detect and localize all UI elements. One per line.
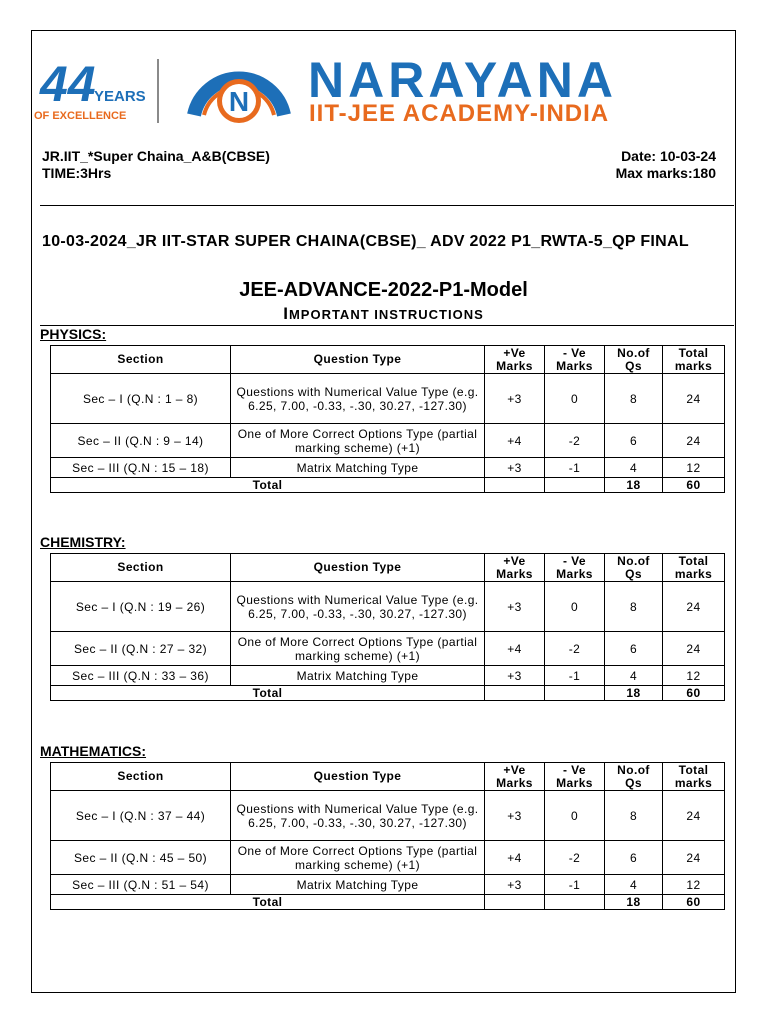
- brand-subtitle: IIT-JEE ACADEMY-INDIA: [309, 100, 610, 127]
- table-row: [51, 666, 725, 686]
- table-row: [51, 791, 725, 841]
- total-label: Total: [51, 895, 485, 910]
- paper-title: 10-03-2024_JR IIT-STAR SUPER CHAINA(CBSE)_ ADV 2022 P1_RWTA-5_QP FINAL: [42, 233, 689, 250]
- total-marks-cell: 24: [663, 374, 725, 424]
- model-title: JEE-ADVANCE-2022-P1-Model: [239, 279, 528, 301]
- negative-marks-cell: -2: [545, 424, 605, 458]
- num-questions-cell: 4: [605, 458, 663, 478]
- positive-marks-cell: +3: [485, 666, 545, 686]
- question-type-cell: One of More Correct Options Type (partial marking scheme) (+1): [231, 632, 485, 666]
- emblem-letter: N: [228, 86, 250, 117]
- badge-excellence: OF EXCELLENCE: [34, 110, 127, 122]
- negative-marks-cell: -2: [545, 841, 605, 875]
- 44-years-badge-logo: [32, 55, 150, 125]
- total-row: [51, 895, 725, 910]
- question-type-cell: Matrix Matching Type: [231, 458, 485, 478]
- negative-marks-cell: -1: [545, 875, 605, 895]
- total-marks-cell: 24: [663, 791, 725, 841]
- positive-marks-cell: +4: [485, 841, 545, 875]
- table-row: [51, 841, 725, 875]
- section-cell: Sec – I (Q.N : 19 – 26): [51, 582, 231, 632]
- empty-cell: [485, 686, 545, 701]
- negative-marks-cell: 0: [545, 791, 605, 841]
- section-cell: Sec – I (Q.N : 1 – 8): [51, 374, 231, 424]
- batch-name: JR.IIT_*Super Chaina_A&B(CBSE): [42, 148, 270, 164]
- question-type-cell: Questions with Numerical Value Type (e.g. 6.25, 7.00, -0.33, -.30, 30.27, -127.30): [231, 582, 485, 632]
- section-cell: Sec – III (Q.N : 51 – 54): [51, 875, 231, 895]
- total-marks-cell: 24: [663, 632, 725, 666]
- table-row: [51, 582, 725, 632]
- subject-heading: CHEMISTRY:: [40, 534, 126, 550]
- header-divider: [157, 59, 159, 123]
- total-marks-cell: 12: [663, 458, 725, 478]
- negative-marks-cell: 0: [545, 374, 605, 424]
- col-positive-marks: +Ve Marks: [485, 554, 545, 582]
- num-questions-cell: 8: [605, 374, 663, 424]
- col-negative-marks: - Ve Marks: [545, 346, 605, 374]
- col-question-type: Question Type: [231, 763, 485, 791]
- exam-duration: TIME:3Hrs: [42, 165, 112, 181]
- total-marks-cell: 12: [663, 666, 725, 686]
- num-questions-cell: 4: [605, 875, 663, 895]
- total-marks-cell: 12: [663, 875, 725, 895]
- col-num-questions: No.of Qs: [605, 346, 663, 374]
- col-positive-marks: +Ve Marks: [485, 346, 545, 374]
- col-section: Section: [51, 554, 231, 582]
- table-row: [51, 875, 725, 895]
- subject-heading: PHYSICS:: [40, 326, 107, 342]
- num-questions-cell: 6: [605, 632, 663, 666]
- question-type-cell: Questions with Numerical Value Type (e.g. 6.25, 7.00, -0.33, -.30, 30.27, -127.30): [231, 374, 485, 424]
- empty-cell: [545, 686, 605, 701]
- section-cell: Sec – III (Q.N : 33 – 36): [51, 666, 231, 686]
- col-num-questions: No.of Qs: [605, 554, 663, 582]
- empty-cell: [545, 478, 605, 493]
- positive-marks-cell: +3: [485, 374, 545, 424]
- marking-scheme-table: [50, 345, 725, 493]
- table-header-row: [51, 763, 725, 791]
- badge-number: 44: [40, 56, 96, 112]
- total-row: [51, 686, 725, 701]
- num-questions-cell: 8: [605, 791, 663, 841]
- total-questions: 18: [605, 478, 663, 493]
- positive-marks-cell: +3: [485, 791, 545, 841]
- divider-line: [40, 325, 734, 326]
- num-questions-cell: 6: [605, 841, 663, 875]
- total-marks-cell: 24: [663, 424, 725, 458]
- positive-marks-cell: +3: [485, 875, 545, 895]
- subject-heading: MATHEMATICS:: [40, 743, 147, 759]
- table-row: [51, 632, 725, 666]
- total-questions: 18: [605, 686, 663, 701]
- total-marks-cell: 24: [663, 841, 725, 875]
- section-cell: Sec – III (Q.N : 15 – 18): [51, 458, 231, 478]
- question-type-cell: One of More Correct Options Type (partial marking scheme) (+1): [231, 424, 485, 458]
- col-total-marks: Total marks: [663, 554, 725, 582]
- total-label: Total: [51, 686, 485, 701]
- total-marks-cell: 24: [663, 582, 725, 632]
- positive-marks-cell: +3: [485, 582, 545, 632]
- col-total-marks: Total marks: [663, 763, 725, 791]
- instructions-heading: IMPORTANT INSTRUCTIONS: [283, 304, 484, 323]
- negative-marks-cell: -1: [545, 458, 605, 478]
- question-type-cell: Matrix Matching Type: [231, 666, 485, 686]
- col-num-questions: No.of Qs: [605, 763, 663, 791]
- table-header-row: [51, 554, 725, 582]
- question-type-cell: One of More Correct Options Type (partial marking scheme) (+1): [231, 841, 485, 875]
- total-questions: 18: [605, 895, 663, 910]
- section-cell: Sec – I (Q.N : 37 – 44): [51, 791, 231, 841]
- positive-marks-cell: +4: [485, 424, 545, 458]
- section-cell: Sec – II (Q.N : 27 – 32): [51, 632, 231, 666]
- col-section: Section: [51, 346, 231, 374]
- positive-marks-cell: +4: [485, 632, 545, 666]
- grand-total-marks: 60: [663, 895, 725, 910]
- max-marks: Max marks:180: [615, 165, 716, 181]
- empty-cell: [485, 895, 545, 910]
- table-row: [51, 424, 725, 458]
- negative-marks-cell: -1: [545, 666, 605, 686]
- section-cell: Sec – II (Q.N : 9 – 14): [51, 424, 231, 458]
- question-type-cell: Matrix Matching Type: [231, 875, 485, 895]
- table-header-row: [51, 346, 725, 374]
- letterhead: [32, 41, 735, 133]
- total-row: [51, 478, 725, 493]
- negative-marks-cell: 0: [545, 582, 605, 632]
- total-label: Total: [51, 478, 485, 493]
- col-positive-marks: +Ve Marks: [485, 763, 545, 791]
- col-total-marks: Total marks: [663, 346, 725, 374]
- col-section: Section: [51, 763, 231, 791]
- marking-scheme-table: [50, 553, 725, 701]
- brand-name: NARAYANA: [308, 52, 617, 108]
- num-questions-cell: 6: [605, 424, 663, 458]
- narayana-emblem-logo: [180, 49, 298, 127]
- num-questions-cell: 4: [605, 666, 663, 686]
- empty-cell: [485, 478, 545, 493]
- col-question-type: Question Type: [231, 554, 485, 582]
- badge-years: YEARS: [94, 88, 146, 105]
- exam-meta: [42, 148, 716, 182]
- question-paper-page: [31, 30, 736, 993]
- table-row: [51, 458, 725, 478]
- emblem-motto: SRAMAYEVA JAYATHE: [200, 62, 278, 69]
- grand-total-marks: 60: [663, 478, 725, 493]
- num-questions-cell: 8: [605, 582, 663, 632]
- col-question-type: Question Type: [231, 346, 485, 374]
- table-row: [51, 374, 725, 424]
- negative-marks-cell: -2: [545, 632, 605, 666]
- section-cell: Sec – II (Q.N : 45 – 50): [51, 841, 231, 875]
- divider-line: [40, 205, 734, 206]
- marking-scheme-table: [50, 762, 725, 910]
- col-negative-marks: - Ve Marks: [545, 554, 605, 582]
- grand-total-marks: 60: [663, 686, 725, 701]
- col-negative-marks: - Ve Marks: [545, 763, 605, 791]
- empty-cell: [545, 895, 605, 910]
- exam-date: Date: 10-03-24: [621, 148, 716, 164]
- question-type-cell: Questions with Numerical Value Type (e.g. 6.25, 7.00, -0.33, -.30, 30.27, -127.30): [231, 791, 485, 841]
- positive-marks-cell: +3: [485, 458, 545, 478]
